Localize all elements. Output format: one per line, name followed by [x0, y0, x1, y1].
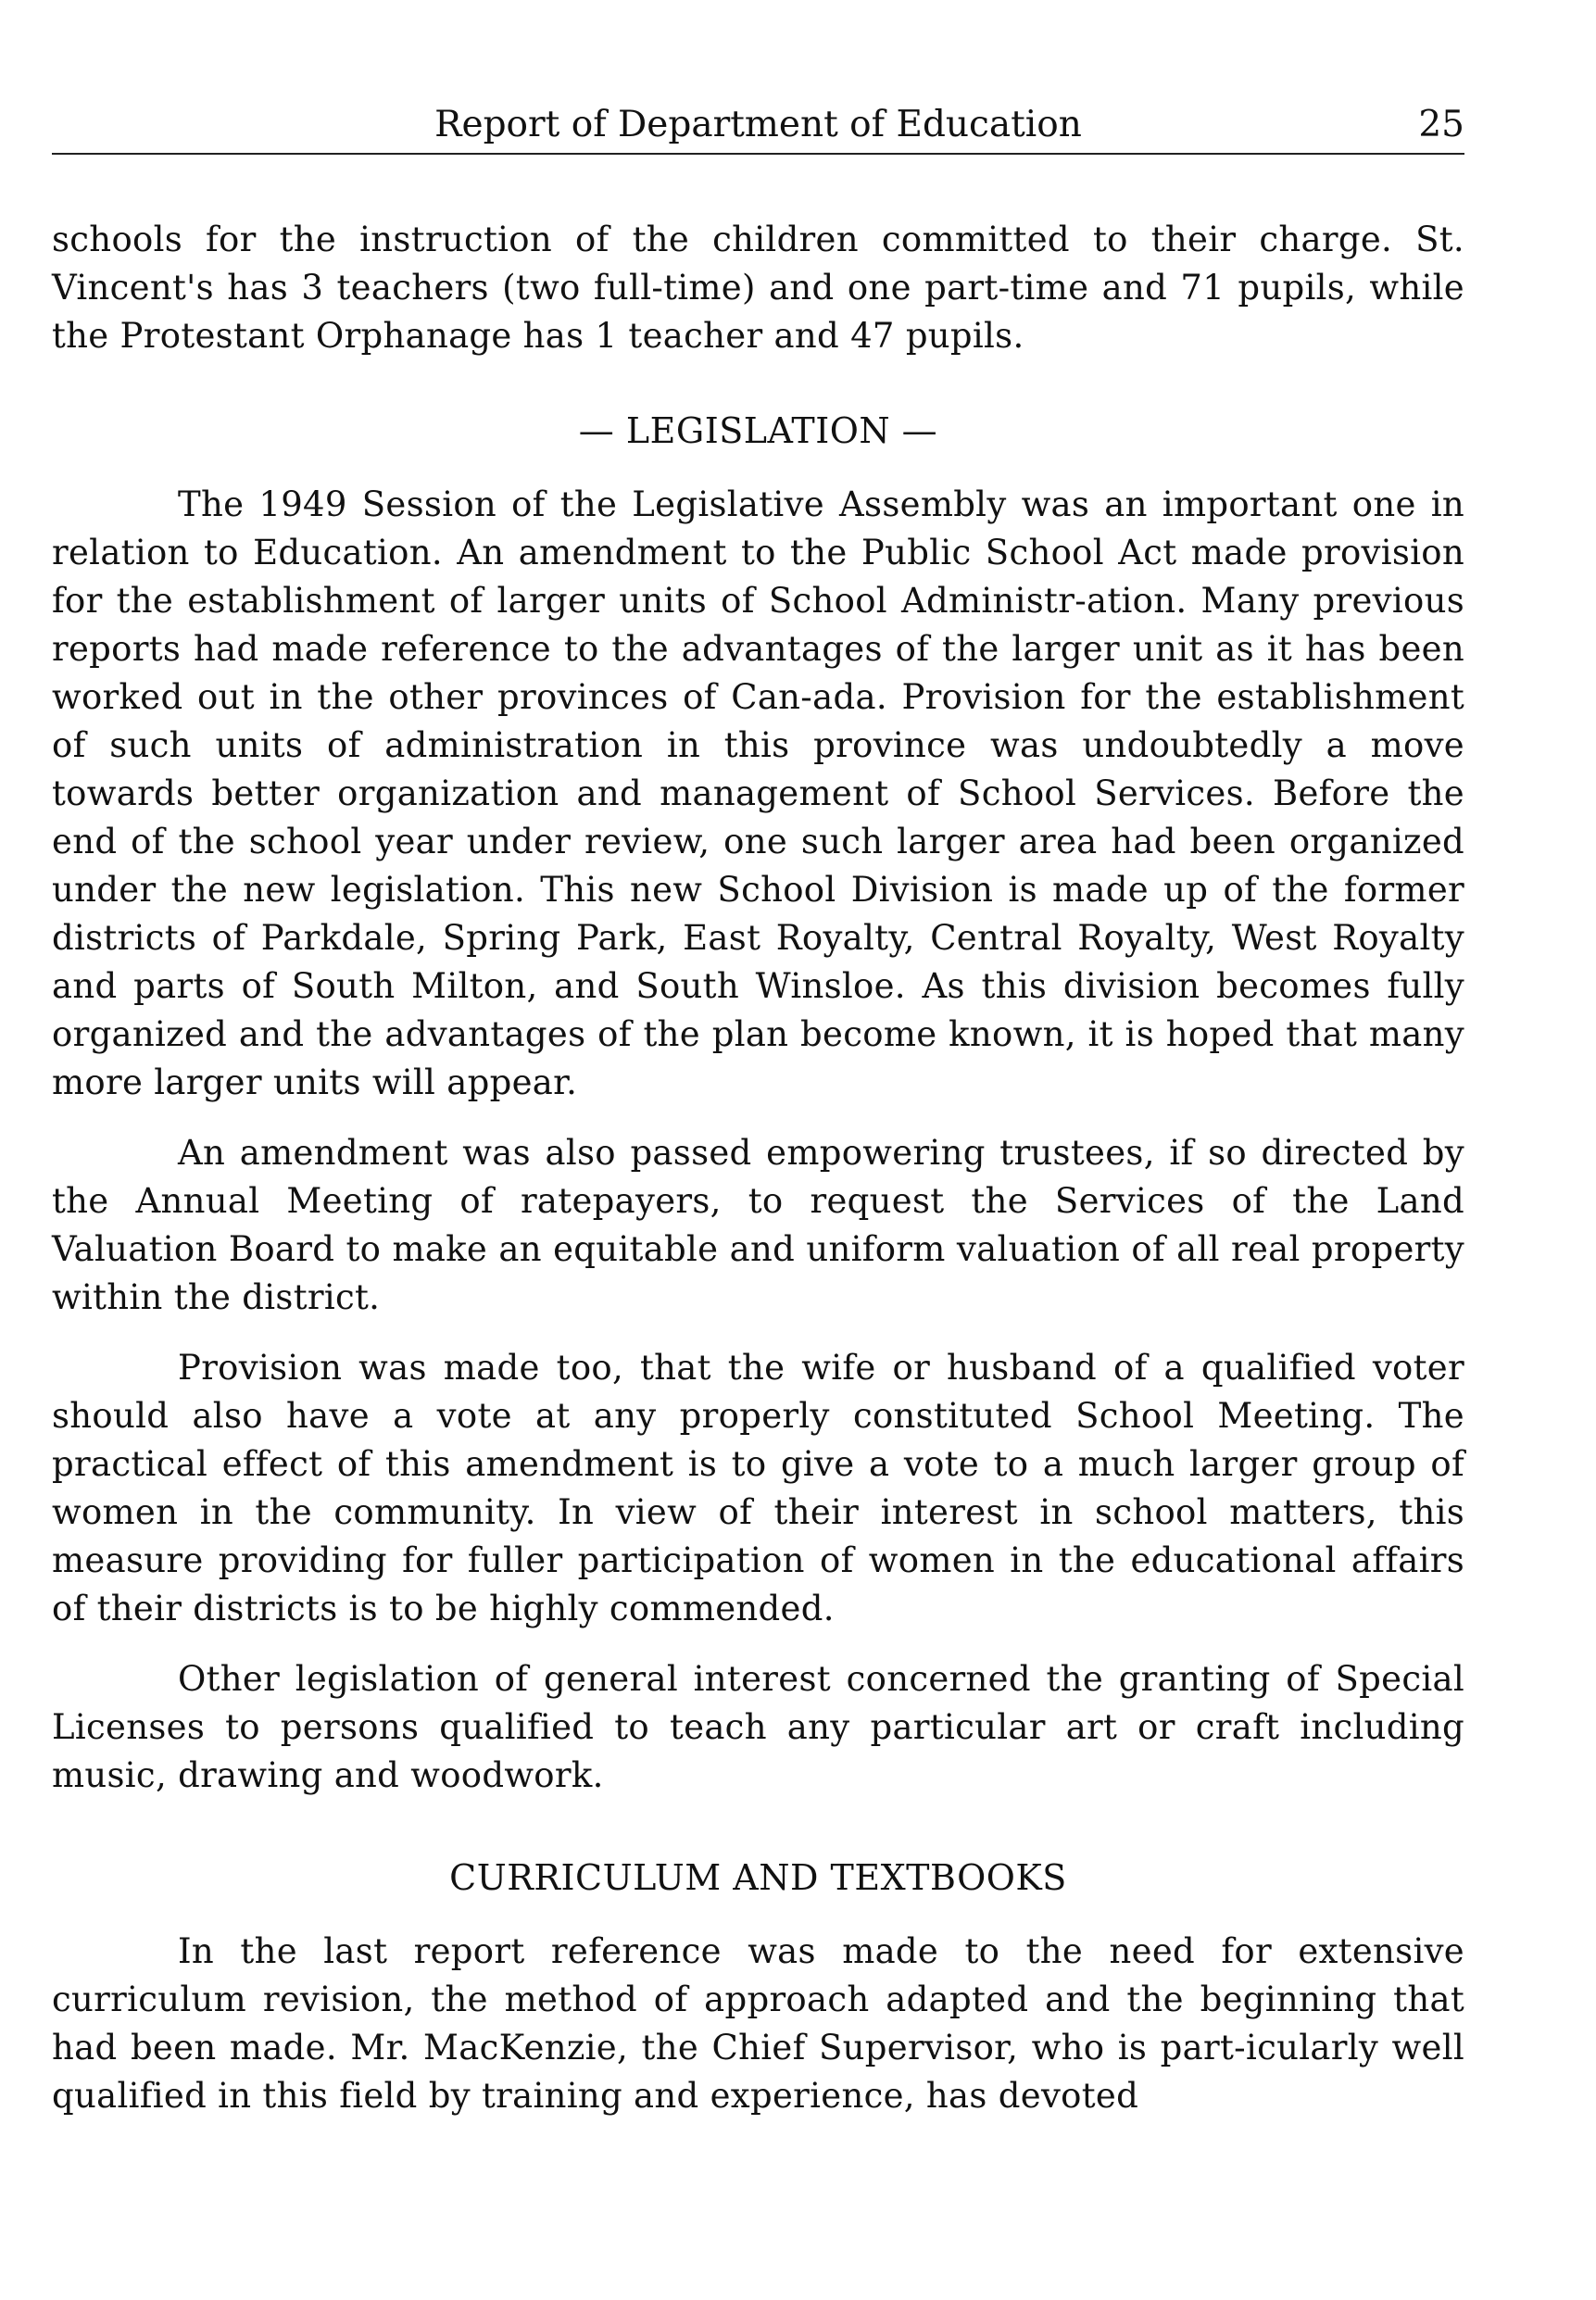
legislation-paragraph-4: Other legislation of general interest concerned the granting of Special Licenses to persons qualified to teach any particular art or craft including music, drawing and woodwork.	[52, 1659, 1464, 1795]
curriculum-paragraph-1: In the last report reference was made to the need for extensive curriculum revision, the method of approach adapted and the beginning that had been made. Mr. MacKenzie, the Chief Supervisor, who is part-icularly well qualified in this field by training and experience, has devoted	[52, 1931, 1464, 2116]
legislation-paragraph-2: An amendment was also passed empowering trustees, if so directed by the Annual Meeting of ratepayers, to request the Services of the Land Valuation Board to make an equitable and uniform valuation of all real property within the district.	[52, 1133, 1464, 1317]
body-text	[52, 216, 1464, 2120]
page-number: 25	[1418, 104, 1464, 145]
running-header	[52, 97, 1464, 155]
document-page	[52, 97, 1464, 2120]
curriculum-heading: CURRICULUM AND TEXTBOOKS	[449, 1857, 1067, 1898]
header-title: Report of Department of Education	[434, 104, 1082, 145]
legislation-heading: — LEGISLATION —	[578, 410, 938, 451]
legislation-paragraph-1: The 1949 Session of the Legislative Assembly was an important one in relation to Education. An amendment to the Public School Act made provision for the establishment of larger units of School Administr-ation. Many previous reports had made reference to the advantages of the larger unit as it has been worked out in the other provinces of Can-ada. Provision for the establishment of such units of administration in this province was undoubtedly a move towards better organization and management of School Services. Before the end of the school year under review, one such larger area had been organized under the new legislation. This new School Division is made up of the former districts of Parkdale, Spring Park, East Royalty, Central Royalty, West Royalty and parts of South Milton, and South Winsloe. As this division becomes fully organized and the advantages of the plan become known, it is hoped that many more larger units will appear.	[52, 484, 1464, 1102]
intro-paragraph: schools for the instruction of the children committed to their charge. St. Vincent's has 3 teachers (two full-time) and one part-time and 71 pupils, while the Protestant Orphanage has 1 teacher and 47 pupils.	[52, 220, 1464, 356]
legislation-paragraph-3: Provision was made too, that the wife or husband of a qualified voter should also have a vote at any properly constituted School Meeting. The practical effect of this amendment is to give a vote to a much larger group of women in the community. In view of their interest in school matters, this measure providing for fuller participation of women in the educational affairs of their districts is to be highly commended.	[52, 1348, 1464, 1628]
